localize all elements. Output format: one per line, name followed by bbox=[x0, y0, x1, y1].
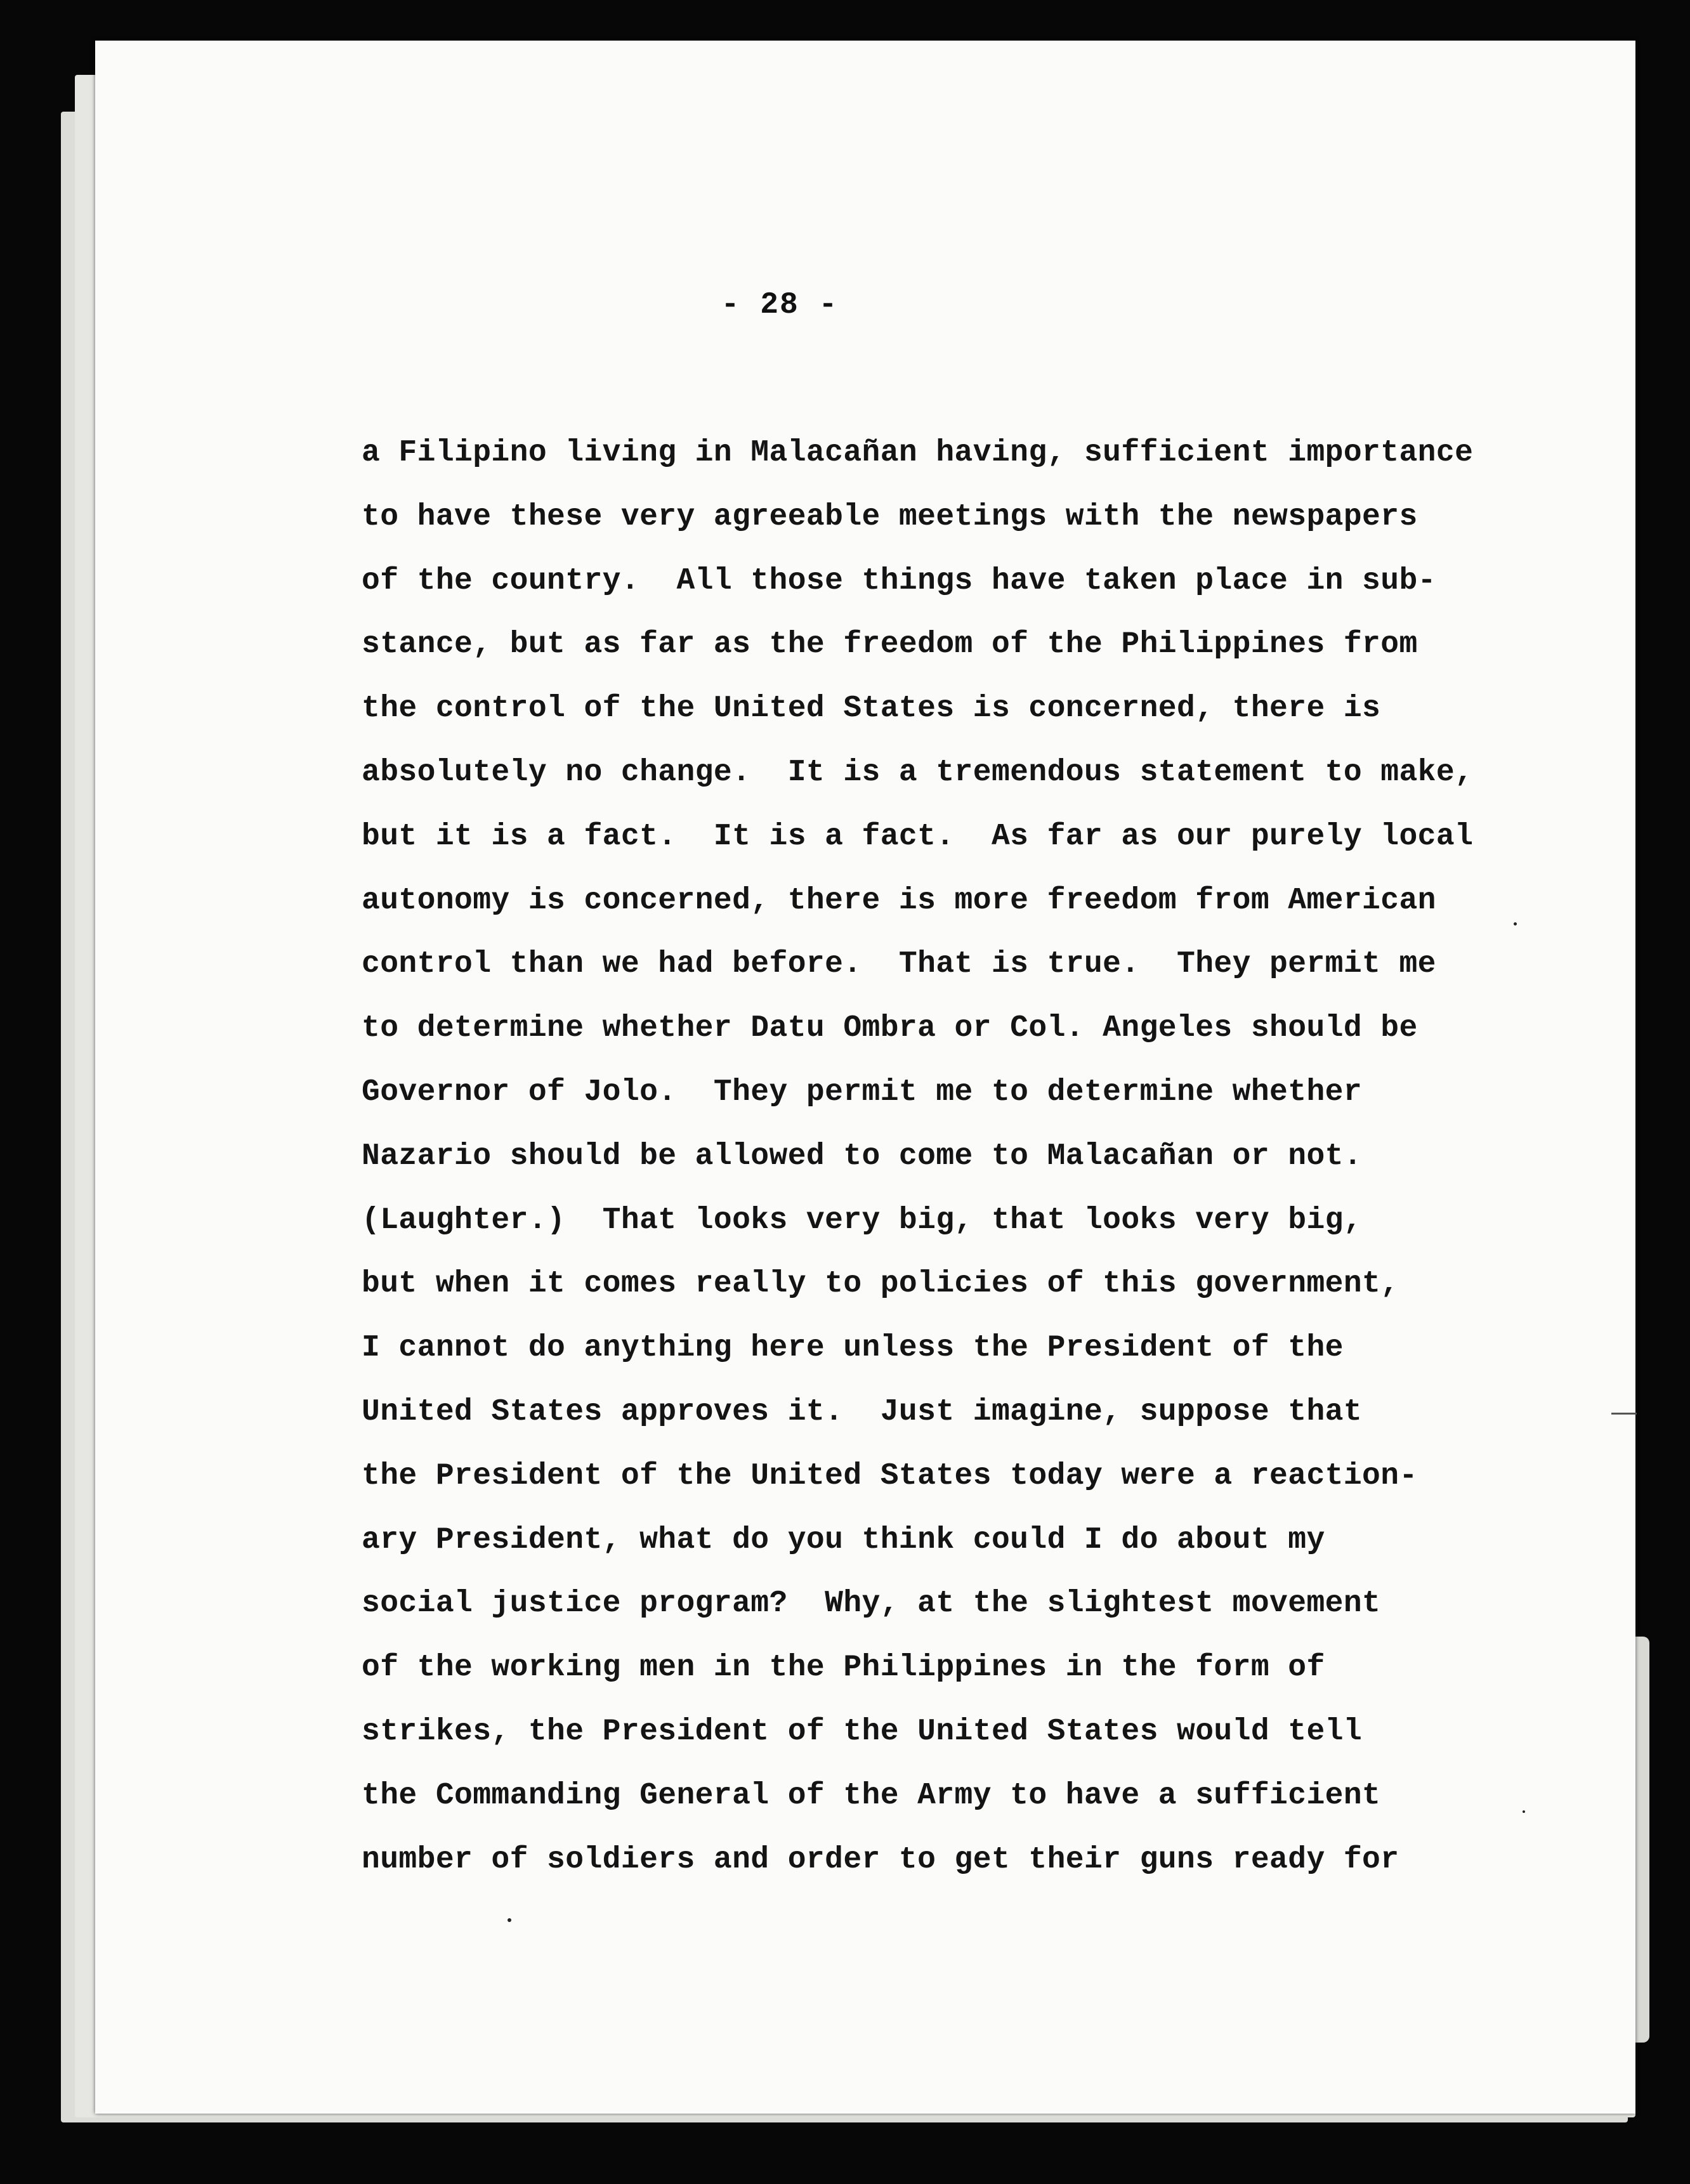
text-line: social justice program? Why, at the slightest movement bbox=[362, 1586, 1381, 1621]
text-line: stance, but as far as the freedom of the Philippines from bbox=[362, 627, 1418, 662]
text-line: but it is a fact. It is a fact. As far as our purely local bbox=[362, 819, 1474, 854]
typed-page bbox=[95, 41, 1635, 2114]
text-line: the President of the United States today were a reaction- bbox=[362, 1458, 1418, 1493]
text-line: a Filipino living in Malacañan having, sufficient importance bbox=[362, 436, 1474, 470]
text-line: (Laughter.) That looks very big, that looks very big, bbox=[362, 1203, 1363, 1238]
text-line: of the country. All those things have taken place in sub- bbox=[362, 563, 1436, 598]
text-line: strikes, the President of the United States would tell bbox=[362, 1714, 1363, 1749]
text-line: control than we had before. That is true. They permit me bbox=[362, 947, 1436, 982]
ink-speck bbox=[508, 1918, 511, 1922]
text-line: to determine whether Datu Ombra or Col. Angeles should be bbox=[362, 1011, 1418, 1046]
text-line: absolutely no change. It is a tremendous statement to make, bbox=[362, 755, 1474, 790]
text-line: autonomy is concerned, there is more freedom from American bbox=[362, 883, 1436, 918]
text-line: Nazario should be allowed to come to Malacañan or not. bbox=[362, 1139, 1363, 1174]
text-line: of the working men in the Philippines in the form of bbox=[362, 1651, 1325, 1685]
ink-speck bbox=[1523, 1810, 1525, 1813]
text-line: number of soldiers and order to get their guns ready for bbox=[362, 1842, 1399, 1877]
text-line: United States approves it. Just imagine, suppose that bbox=[362, 1394, 1363, 1429]
text-line: but when it comes really to policies of this government, bbox=[362, 1267, 1399, 1302]
text-line: ary President, what do you think could I do about my bbox=[362, 1522, 1325, 1557]
ink-speck bbox=[1514, 922, 1517, 925]
text-line: Governor of Jolo. They permit me to determine whether bbox=[362, 1075, 1363, 1109]
text-line: I cannot do anything here unless the President of the bbox=[362, 1331, 1344, 1366]
margin-mark bbox=[1611, 1413, 1637, 1415]
text-line: to have these very agreeable meetings with the newspapers bbox=[362, 499, 1418, 534]
text-line: the control of the United States is concerned, there is bbox=[362, 691, 1381, 726]
body-text bbox=[362, 421, 1618, 1892]
page-number: - 28 - bbox=[721, 288, 839, 322]
text-line: the Commanding General of the Army to have a sufficient bbox=[362, 1778, 1381, 1813]
